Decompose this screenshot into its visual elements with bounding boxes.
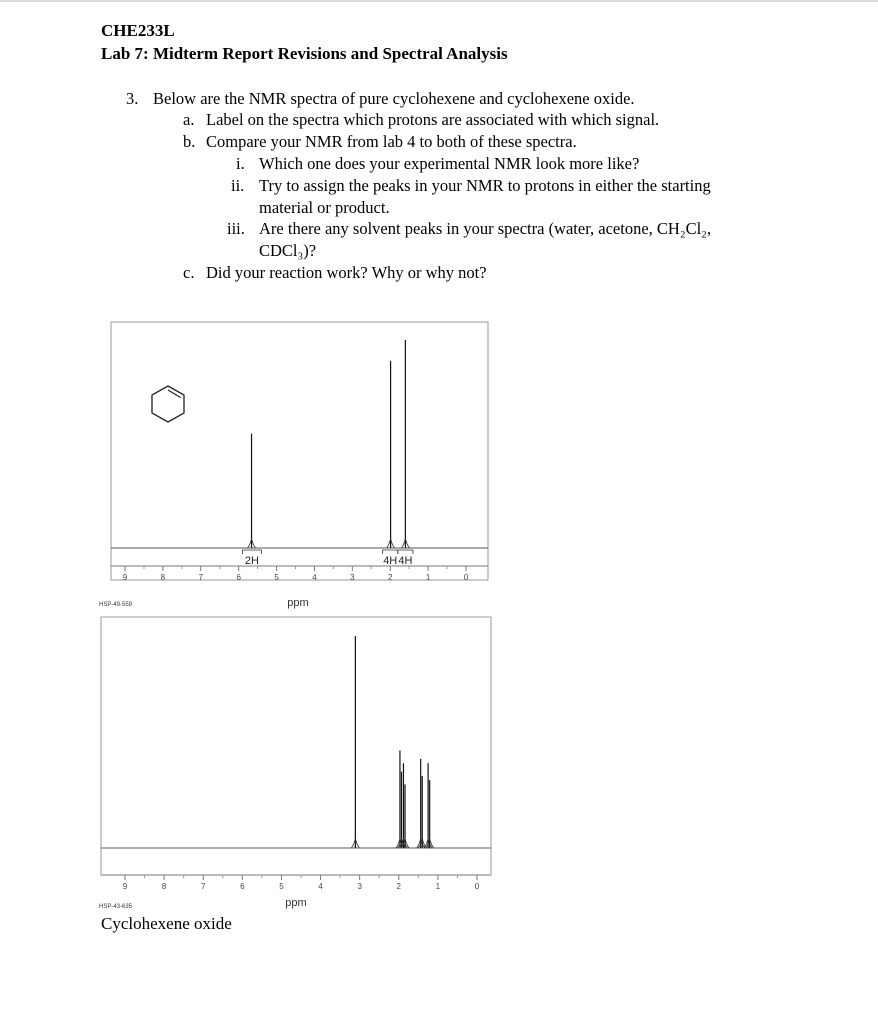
x-tick-label: 5 [279, 882, 284, 891]
cyclohexene-structure [152, 386, 184, 422]
item-b-ii-text-2: material or product. [259, 198, 390, 217]
integration-label: 2H [244, 555, 259, 567]
item-b-label: b. [183, 132, 196, 151]
integration-label: 4H [398, 555, 413, 567]
spectrum-1-integrations [242, 550, 413, 567]
item-a-label: a. [183, 110, 195, 129]
x-tick-label: 9 [122, 573, 128, 582]
item-b-i-label: i. [236, 154, 245, 173]
item-c-text: Did your reaction work? Why or why not? [206, 263, 487, 282]
integration-bracket [383, 550, 398, 554]
lab-title: Lab 7: Midterm Report Revisions and Spectral Analysis [101, 44, 508, 63]
question-text: Below are the NMR spectra of pure cyclohexene and cyclohexene oxide. [153, 89, 635, 108]
spectrum-2-frame [101, 617, 491, 875]
x-tick-label: 4 [312, 573, 317, 582]
x-tick-label: 2 [396, 882, 402, 891]
x-tick-label: 1 [425, 573, 431, 582]
item-a-text: Label on the spectra which protons are associated with which signal. [206, 110, 660, 129]
x-tick-label: 6 [240, 882, 245, 891]
x-tick-label: 4 [318, 882, 323, 891]
x-tick-label: 3 [357, 882, 362, 891]
item-b-i-text: Which one does your experimental NMR look more like? [259, 154, 640, 173]
x-tick-label: 0 [474, 882, 480, 891]
spectrum-2-xlabel: ppm [285, 897, 307, 909]
x-tick-label: 9 [122, 882, 128, 891]
item-b-ii-text-1: Try to assign the peaks in your NMR to protons in either the starting [259, 176, 711, 195]
integration-bracket [398, 550, 413, 554]
x-tick-label: 8 [161, 882, 167, 891]
x-tick-label: 5 [274, 573, 279, 582]
integration-bracket [242, 550, 261, 554]
x-tick-label: 8 [160, 573, 166, 582]
spectrum-2-ticks [123, 875, 480, 891]
x-tick-label: 6 [236, 573, 241, 582]
x-tick-label: 7 [200, 882, 206, 891]
figure-caption: Cyclohexene oxide [101, 914, 232, 933]
question-number: 3. [126, 89, 139, 108]
spectrum-1-id: HSP-49-559 [99, 602, 133, 608]
item-b-ii-label: ii. [231, 176, 245, 195]
spectrum-1-frame [111, 322, 488, 580]
item-c-label: c. [183, 263, 195, 282]
spectrum-1-peaks [248, 340, 410, 548]
item-b-iii-label: iii. [227, 219, 245, 238]
item-b-text: Compare your NMR from lab 4 to both of these spectra. [206, 132, 577, 151]
x-tick-label: 1 [435, 882, 441, 891]
item-b-iii-text-2: CDCl₃)? [259, 241, 317, 260]
x-tick-label: 3 [350, 573, 355, 582]
x-tick-label: 0 [463, 573, 469, 582]
integration-label: 4H [383, 555, 398, 567]
course-code: CHE233L [101, 21, 175, 40]
x-tick-label: 7 [198, 573, 204, 582]
spectrum-1-xlabel: ppm [287, 597, 309, 609]
spectrum-2-peaks [351, 636, 433, 848]
x-tick-label: 2 [387, 573, 393, 582]
spectrum-2-id: HSP-43-635 [99, 904, 133, 910]
item-b-iii-text-1: Are there any solvent peaks in your spectra (water, acetone, CH₂Cl₂, [259, 219, 712, 238]
